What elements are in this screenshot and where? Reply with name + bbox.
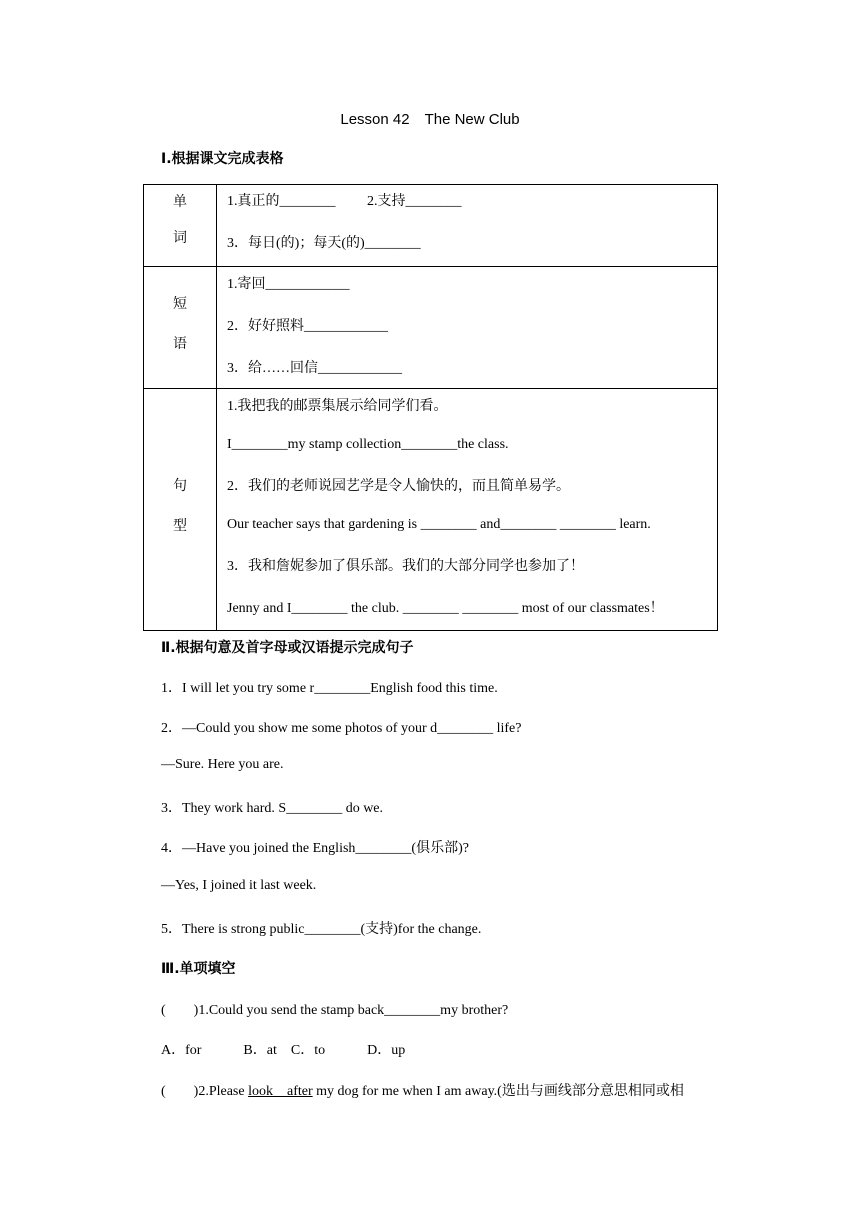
table-line: I________my stamp collection________the class. [227,437,509,452]
category-char: 词 [173,230,187,246]
exercise-line: 4．—Have you joined the English________(俱乐部)? [161,841,469,856]
exercise-line: 2．—Could you show me some photos of your d________ life? [161,721,522,736]
table-line: 2．好好照料____________ [227,319,388,334]
section-heading-1: Ⅰ.根据课文完成表格 [161,151,284,167]
table-line: 1.我把我的邮票集展示给同学们看。 [227,399,448,414]
vocab-table [143,184,718,631]
category-cell [144,185,217,267]
category-cell [144,389,217,631]
exercise-line: —Yes, I joined it last week. [161,878,317,893]
table-line: Jenny and I________ the club. ________ ________ most of our classmates！ [227,601,664,616]
exercise-line: 1．I will let you try some r________English food this time. [161,681,498,696]
exercise-line: 3．They work hard. S________ do we. [161,801,384,816]
question-2 [161,1080,684,1100]
content-cell [217,267,718,389]
section-heading-3: Ⅲ.单项填空 [161,961,236,977]
question-2-prefix: ( )2.Please [161,1084,249,1099]
category-char: 单 [173,194,187,210]
table-line: 2．我们的老师说园艺学是令人愉快的，而且简单易学。 [227,479,570,494]
underlined-phrase: look after [248,1084,313,1099]
page-title: Lesson 42 The New Club [340,111,520,128]
category-char: 型 [173,518,187,534]
category-char: 语 [173,336,187,352]
category-char: 短 [173,296,187,312]
table-line: 3．我和詹妮参加了俱乐部。我们的大部分同学也参加了！ [227,559,584,574]
content-cell [217,389,718,631]
exercise-line: —Sure. Here you are. [161,757,284,772]
table-line: 1.真正的________ 2.支持________ [227,194,462,209]
table-line: 1.寄回____________ [227,277,350,292]
exercise-line: 5．There is strong public________(支持)for the change. [161,922,482,937]
question-1-options: A．for B．at C．to D．up [161,1043,406,1058]
category-char: 句 [173,478,187,494]
content-cell [217,185,718,267]
table-line: 3．给……回信____________ [227,361,402,376]
table-row-words [144,185,718,267]
table-line: Our teacher says that gardening is ________ and________ ________ learn. [227,517,651,532]
section-heading-2: Ⅱ.根据句意及首字母或汉语提示完成句子 [161,640,414,656]
question-2-suffix: my dog for me when I am away.(选出与画线部分意思相同或相 [312,1084,684,1099]
table-line: 3．每日(的)；每天(的)________ [227,236,421,251]
table-row-phrases [144,267,718,389]
table-row-sentences [144,389,718,631]
question-1: ( )1.Could you send the stamp back________my brother? [161,1003,509,1018]
category-cell [144,267,217,389]
